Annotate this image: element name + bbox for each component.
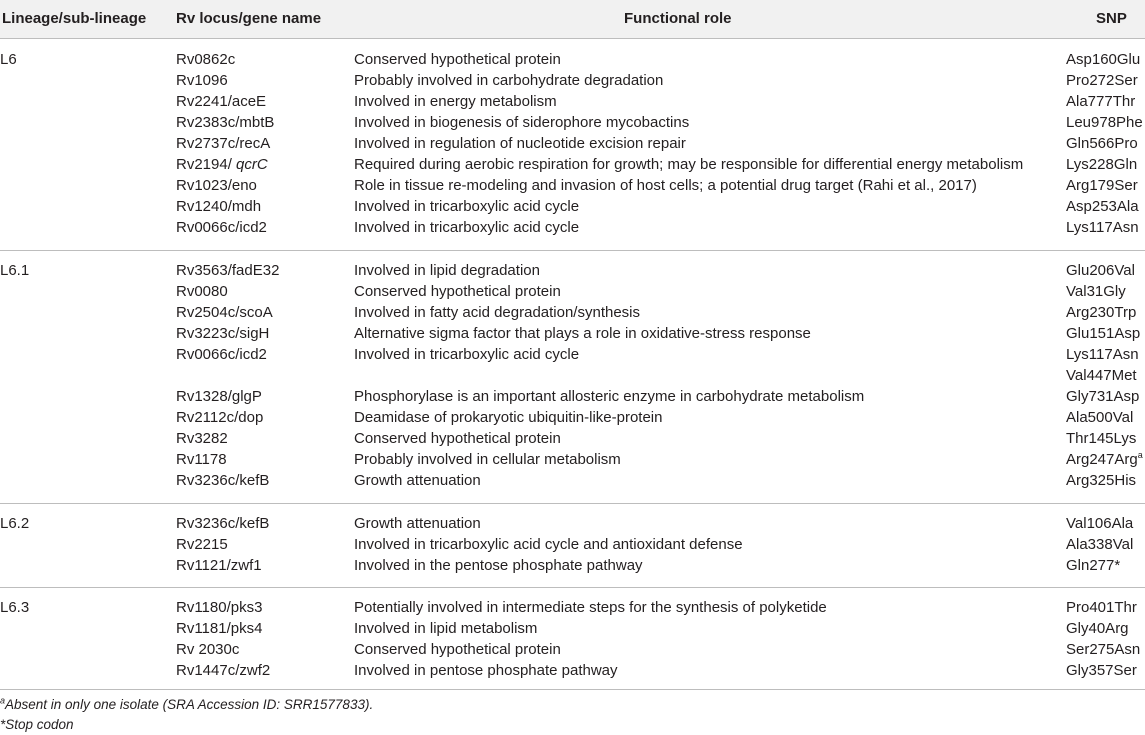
- snp-cell: Arg247Arg$^a$: [1066, 450, 1143, 468]
- functional-role-cell: Alternative sigma factor that plays a role in oxidative-stress response: [354, 325, 811, 342]
- snp-cell: Gln277*: [1066, 557, 1121, 574]
- rv-locus-cell: Rv2215: [176, 536, 228, 553]
- rv-locus-cell: Rv1096: [176, 72, 228, 89]
- snp-cell: Thr145Lys: [1066, 430, 1137, 447]
- table-header: [0, 0, 1145, 39]
- functional-role-cell: Potentially involved in intermediate steps for the synthesis of polyketide: [354, 599, 827, 616]
- snp-cell: Gly357Ser: [1066, 662, 1137, 679]
- functional-role-cell: Involved in pentose phosphate pathway: [354, 662, 618, 679]
- rv-locus-cell: Rv0862c: [176, 51, 236, 68]
- lineage-group: [0, 587, 1145, 690]
- functional-role-cell: Conserved hypothetical protein: [354, 283, 561, 300]
- functional-role-cell: Conserved hypothetical protein: [354, 430, 561, 447]
- functional-role-cell: Probably involved in cellular metabolism: [354, 451, 621, 468]
- rv-locus-cell: Rv0066c/icd2: [176, 346, 267, 363]
- functional-role-cell: Involved in energy metabolism: [354, 93, 557, 110]
- functional-role-cell: Probably involved in carbohydrate degradation: [354, 72, 664, 89]
- functional-role-cell: Involved in the pentose phosphate pathway: [354, 557, 643, 574]
- functional-role-cell: Growth attenuation: [354, 472, 481, 489]
- lineage-group: [0, 39, 1145, 251]
- functional-role-cell: Conserved hypothetical protein: [354, 641, 561, 658]
- functional-role-cell: Involved in tricarboxylic acid cycle: [354, 219, 580, 236]
- lineage-label: L6.1: [0, 262, 30, 279]
- header-rv-locus: Rv locus/gene name: [176, 10, 322, 27]
- functional-role-cell: Involved in biogenesis of siderophore mycobactins: [354, 114, 690, 131]
- snp-cell: Gly731Asp: [1066, 388, 1140, 405]
- snp-cell: Pro401Thr: [1066, 599, 1137, 616]
- rv-locus-cell: Rv1447c/zwf2: [176, 662, 271, 679]
- functional-role-cell: Deamidase of prokaryotic ubiquitin-like-protein: [354, 409, 663, 426]
- rv-locus-cell: Rv3563/fadE32: [176, 262, 280, 279]
- snp-cell: Pro272Ser: [1066, 72, 1138, 89]
- functional-role-cell: Involved in tricarboxylic acid cycle: [354, 346, 580, 363]
- rv-locus-cell: Rv2737c/recA: [176, 135, 271, 152]
- rv-locus-cell: Rv 2030c: [176, 641, 240, 658]
- header-functional-role: Functional role: [624, 10, 732, 27]
- snp-cell: Gln566Pro: [1066, 135, 1138, 152]
- snp-cell: Ser275Asn: [1066, 641, 1141, 658]
- rv-locus-cell: Rv1178: [176, 451, 227, 468]
- functional-role-cell: Phosphorylase is an important allosteric enzyme in carbohydrate metabolism: [354, 388, 865, 405]
- functional-role-cell: Involved in lipid degradation: [354, 262, 540, 279]
- lineage-group: [0, 250, 1145, 504]
- snp-cell: Lys228Gln: [1066, 156, 1138, 173]
- rv-locus-cell: Rv2194/ qcrC: [176, 156, 268, 173]
- snp-cell: Val447Met: [1066, 367, 1137, 384]
- functional-role-cell: Involved in fatty acid degradation/synthesis: [354, 304, 641, 321]
- rv-locus-cell: Rv1181/pks4: [176, 620, 263, 637]
- footnote-a: $^a$Absent in only one isolate (SRA Accession ID: SRR1577833).: [0, 695, 374, 712]
- lineage-label: L6: [0, 51, 17, 68]
- lineage-label: L6.3: [0, 599, 30, 616]
- lineage-label: L6.2: [0, 515, 30, 532]
- rv-locus-cell: Rv2112c/dop: [176, 409, 264, 426]
- snp-cell: Arg230Trp: [1066, 304, 1137, 321]
- functional-role-cell: Involved in lipid metabolism: [354, 620, 538, 637]
- rv-locus-cell: Rv3236c/kefB: [176, 515, 270, 532]
- snp-cell: Ala777Thr: [1066, 93, 1136, 110]
- snp-cell: Lys117Asn: [1066, 346, 1139, 363]
- rv-locus-cell: Rv1121/zwf1: [176, 557, 262, 574]
- functional-role-cell: Involved in tricarboxylic acid cycle: [354, 198, 580, 215]
- rv-locus-cell: Rv2504c/scoA: [176, 304, 273, 321]
- functional-role-cell: Growth attenuation: [354, 515, 481, 532]
- snp-cell: Gly40Arg: [1066, 620, 1129, 637]
- snp-cell: Ala338Val: [1066, 536, 1134, 553]
- snp-cell: Glu206Val: [1066, 262, 1135, 279]
- header-snp: SNP: [1096, 10, 1127, 27]
- snp-cell: Asp160Glu: [1066, 51, 1141, 68]
- rv-locus-cell: Rv1023/eno: [176, 177, 257, 194]
- functional-role-cell: Involved in regulation of nucleotide excision repair: [354, 135, 686, 152]
- functional-role-cell: Conserved hypothetical protein: [354, 51, 561, 68]
- rv-locus-cell: Rv3282: [176, 430, 228, 447]
- snp-cell: Arg179Ser: [1066, 177, 1138, 194]
- snp-cell: Lys117Asn: [1066, 219, 1139, 236]
- snp-cell: Val31Gly: [1066, 283, 1126, 300]
- rv-locus-cell: Rv2383c/mbtB: [176, 114, 275, 131]
- rv-locus-cell: Rv0080: [176, 283, 228, 300]
- functional-role-cell: Role in tissue re-modeling and invasion of host cells; a potential drug target (Rahi et al., 2017): [354, 177, 977, 194]
- snp-cell: Leu978Phe: [1066, 114, 1143, 131]
- lineage-group: [0, 503, 1145, 588]
- rv-locus-cell: Rv1240/mdh: [176, 198, 262, 215]
- rv-locus-cell: Rv2241/aceE: [176, 93, 267, 110]
- rv-locus-cell: Rv3236c/kefB: [176, 472, 270, 489]
- snp-cell: Val106Ala: [1066, 515, 1134, 532]
- rv-locus-cell: Rv1328/glgP: [176, 388, 262, 405]
- rv-locus-cell: Rv3223c/sigH: [176, 325, 270, 342]
- functional-role-cell: Required during aerobic respiration for growth; may be responsible for differential energy metabolism: [354, 156, 1024, 173]
- rv-locus-cell: Rv1180/pks3: [176, 599, 263, 616]
- snp-cell: Glu151Asp: [1066, 325, 1141, 342]
- snp-cell: Arg325His: [1066, 472, 1137, 489]
- rv-locus-cell: Rv0066c/icd2: [176, 219, 267, 236]
- snp-cell: Ala500Val: [1066, 409, 1134, 426]
- header-lineage: Lineage/sub-lineage: [2, 10, 147, 27]
- footnote-stop-codon: *Stop codon: [0, 717, 74, 732]
- snp-cell: Asp253Ala: [1066, 198, 1139, 215]
- functional-role-cell: Involved in tricarboxylic acid cycle and antioxidant defense: [354, 536, 743, 553]
